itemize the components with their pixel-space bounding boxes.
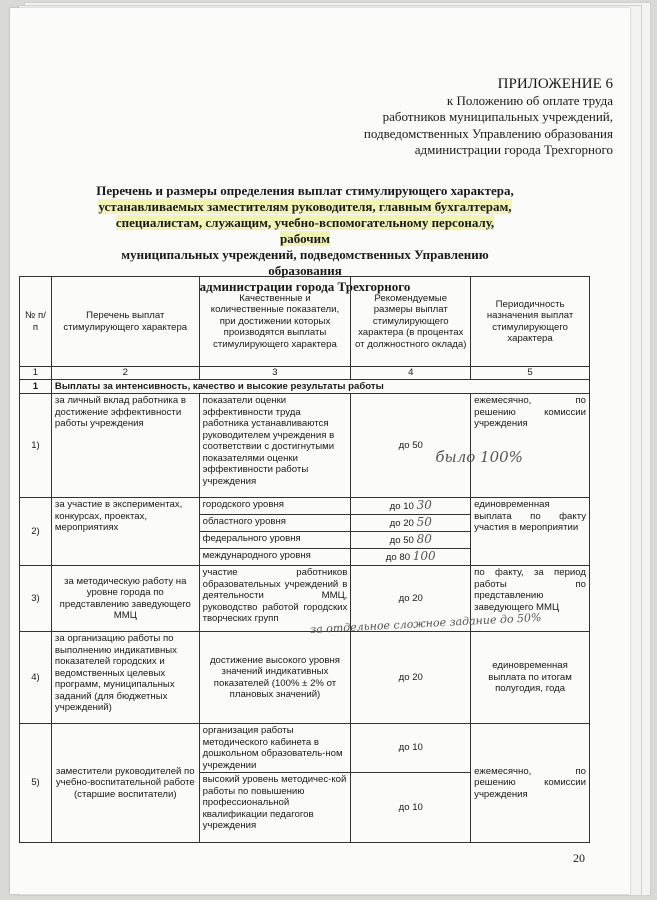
row-num: 5) <box>20 724 52 843</box>
header-num: № п/п <box>20 277 52 367</box>
appendix-line: подведомственных Управлению образования <box>363 125 613 141</box>
appendix-line: к Положению об оплате труда <box>446 92 613 108</box>
size-cell: до 20 <box>351 632 471 724</box>
row-num: 3) <box>20 566 52 632</box>
criteria-cell: высокий уровень методичес-кой работы по повышению профессиональной квалификации педагогов учреждения <box>199 773 351 843</box>
size-value: до 80 <box>385 551 411 563</box>
heading-line: администрации города Трехгорного <box>199 279 411 294</box>
table-row <box>20 632 590 724</box>
column-number: 3 <box>199 367 351 380</box>
size-cell <box>351 498 471 515</box>
size-value: до 10 <box>389 500 414 512</box>
criteria-cell: показатели оценки эффективности труда работника устанавливаются руководителем учреждения в соответствии с достигнутыми показателями оценки эффективности работы учреждения <box>199 394 351 498</box>
criteria-cell: организация работы методического кабинета в дошкольном образователь-ном учреждении <box>199 724 351 773</box>
size-value: до 50 <box>389 534 414 546</box>
period-cell: ежемесячно, по решению комиссии учреждения <box>471 394 590 498</box>
heading-line: Перечень и размеры определения выплат стимулирующего характера, <box>96 183 514 198</box>
size-value: до 50 <box>398 439 423 451</box>
period-cell: единовременная выплата по факту участия в мероприятии <box>471 498 590 566</box>
row-num: 4) <box>20 632 52 724</box>
heading-line: устанавливаемых заместителям руководителя, главным бухгалтерам, <box>98 199 512 214</box>
handwritten-note: было 100% <box>435 448 523 466</box>
period-cell: единовременная выплата по итогам полугодия, года <box>471 632 590 724</box>
section-title: Выплаты за интенсивность, качество и высокие результаты работы <box>51 379 589 394</box>
size-value: до 20 <box>389 517 414 529</box>
payments-table <box>19 276 590 843</box>
column-number: 2 <box>51 367 199 380</box>
column-number-row <box>20 367 590 380</box>
size-cell <box>351 394 523 498</box>
criteria-cell: международного уровня <box>199 549 351 566</box>
criteria-cell: достижение высокого уровня значений индикативных показателей (100% ± 2% от плановых значений) <box>199 632 351 724</box>
column-number: 5 <box>471 367 590 380</box>
size-cell: до 10 <box>351 724 471 773</box>
table-header-row <box>20 277 590 367</box>
criteria-cell: городского уровня <box>199 498 351 515</box>
payment-cell: заместители руководителей по учебно-воспитательной работе (старшие воспитатели) <box>51 724 199 843</box>
heading-line: муниципальных учреждений, подведомственных Управлению образования <box>121 247 489 278</box>
table-row <box>20 394 590 498</box>
handwritten-note: 50 <box>416 514 432 529</box>
heading-line: специалистам, служащим, учебно-вспомогательному персоналу, рабочим <box>115 215 495 246</box>
criteria-cell: областного уровня <box>199 515 351 532</box>
period-cell: по факту, за период работы по представлению заведующего ММЦ <box>471 566 590 632</box>
row-num: 2) <box>20 498 52 566</box>
appendix-block <box>364 76 613 159</box>
table-row <box>20 566 590 632</box>
handwritten-note: 100 <box>412 548 436 563</box>
handwritten-note: 80 <box>416 531 432 546</box>
header-size: Рекомендуемые размеры выплат стимулирующего характера (в процентах от должностного оклада) <box>351 277 471 367</box>
appendix-line: администрации города Трехгорного <box>414 142 613 157</box>
column-number: 1 <box>20 367 52 380</box>
table-row <box>20 724 590 773</box>
header-payment: Перечень выплат стимулирующего характера <box>51 277 199 367</box>
handwritten-note: за отдельное сложное задание до 50% <box>309 610 542 637</box>
payment-cell: за участие в экспериментах, конкурсах, проектах, мероприятиях <box>51 498 199 566</box>
size-cell: до 20 <box>351 566 471 632</box>
payment-cell: за организацию работы по выполнению индикативных показателей городских и ведомственных целевых программ, муниципальных заданий (для бюджетных учреждений) <box>51 632 199 724</box>
period-cell: ежемесячно, по решению комиссии учреждения <box>471 724 590 843</box>
section-num: 1 <box>20 379 52 394</box>
size-cell <box>351 549 471 566</box>
criteria-text: участие работников образовательных учреждений в деятельности ММЦ, руководство работой городских творческих групп <box>202 567 348 624</box>
payment-cell: за методическую работу на уровне города по представлению заведующего ММЦ <box>51 566 199 632</box>
section-row <box>20 379 590 394</box>
header-criteria: Качественные и количественные показатели, при достижении которых производятся выплаты стимулирующего характера <box>199 277 351 367</box>
table-row <box>20 498 590 515</box>
criteria-cell: федерального уровня <box>199 532 351 549</box>
row-num: 1) <box>20 394 52 498</box>
size-cell <box>351 532 471 549</box>
payment-cell: за личный вклад работника в достижение эффективности работы учреждения <box>51 394 199 498</box>
appendix-title: ПРИЛОЖЕНИЕ 6 <box>497 76 613 92</box>
column-number: 4 <box>351 367 471 380</box>
size-cell <box>351 515 471 532</box>
size-cell: до 10 <box>351 773 471 843</box>
page-number: 20 <box>573 851 585 865</box>
handwritten-note: 30 <box>416 497 432 512</box>
appendix-line: работников муниципальных учреждений, <box>382 109 613 124</box>
header-period: Периодичность назначения выплат стимулирующего характера <box>471 277 590 367</box>
